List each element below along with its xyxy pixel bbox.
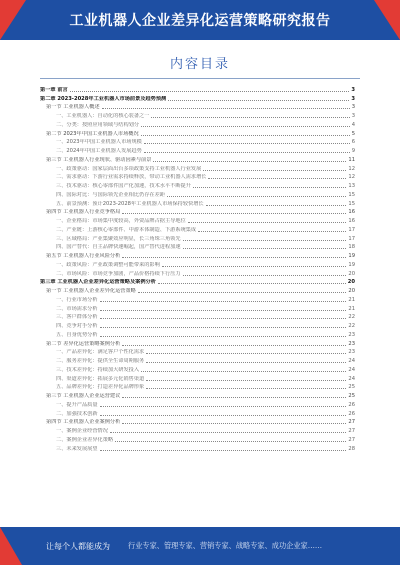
toc-dot-leader [100, 450, 347, 451]
toc-entry[interactable] [40, 443, 355, 452]
toc-entry-page-number: 26 [348, 410, 355, 417]
footer-slogan: 让每个人都能成为 [46, 542, 110, 551]
toc-entry-title: 一、2023年中国工业机器人市场规模 [56, 139, 142, 146]
toc-dot-leader [138, 292, 347, 293]
toc-dot-leader [122, 345, 346, 346]
toc-entry-title: 二、市场风险：市场竞争加剧，产品价格持续下行压力 [56, 270, 181, 277]
toc-dot-leader [122, 213, 346, 214]
toc-entry-page-number: 23 [348, 340, 355, 347]
toc-dot-leader [141, 371, 346, 372]
toc-entry-title: 第一章 前言 [40, 86, 68, 93]
toc-entry-title: 一、案例企业经营情况 [56, 428, 108, 434]
toc-entry-page-number: 21 [348, 305, 355, 312]
toc-entry-title: 二、分类：按照应用领域与结构划分 [56, 121, 140, 128]
toc-entry-title: 第三节 工业机器人企业运营建议 [46, 393, 121, 399]
footer-red-corner [0, 527, 22, 565]
toc-dot-leader [167, 196, 346, 197]
toc-entry-page-number: 20 [348, 270, 355, 277]
toc-entry-page-number: 17 [348, 226, 355, 233]
toc-entry-title: 三、技术驱动：核心零部件国产化加速，技术水平不断提升 [56, 183, 191, 189]
toc-entry[interactable] [40, 259, 355, 268]
toc-entry[interactable] [40, 373, 355, 382]
toc-dot-leader [193, 187, 347, 188]
toc-entry[interactable] [40, 277, 355, 286]
toc-entry-title: 三、区域格局：产业集聚效应明显，长三角珠三角领先 [56, 235, 181, 242]
toc-entry-page-number: 3 [351, 113, 355, 119]
toc-entry-page-number: 12 [348, 165, 355, 172]
toc-dot-leader [146, 353, 346, 354]
toc-entry-title: 一、企业格局：市场集中度较高，外资品牌占据主导地位 [56, 218, 186, 224]
toc-entry-page-number: 23 [348, 331, 355, 338]
toc-entry[interactable] [40, 145, 355, 154]
toc-entry[interactable] [40, 128, 355, 137]
toc-entry-page-number: 23 [348, 349, 355, 356]
toc-entry-title: 第五节 工业机器人行业风险分析 [46, 253, 121, 259]
toc-dot-leader [100, 406, 347, 407]
toc-entry[interactable] [40, 408, 355, 417]
toc-entry-title: 一、政策驱动：国家层面出台多项政策支持工业机器人行业发展 [56, 165, 202, 172]
toc-entry-page-number: 20 [347, 279, 355, 286]
toc-entry[interactable] [40, 382, 355, 391]
toc-dot-leader [146, 380, 346, 381]
toc-entry-page-number: 9 [351, 148, 355, 154]
toc-entry[interactable] [40, 137, 355, 146]
toc-entry[interactable] [40, 320, 355, 329]
toc-dot-leader [183, 275, 347, 276]
toc-entry-title: 一、产品差异化：满足客户个性化需求 [56, 349, 145, 356]
toc-dot-leader [168, 100, 349, 101]
toc-dot-leader [115, 441, 346, 442]
toc-entry-page-number: 3 [351, 86, 355, 93]
report-title: 工业机器人企业差异化运营策略研究报告 [69, 13, 331, 29]
toc-entry[interactable] [40, 84, 355, 93]
toc-entry-page-number: 25 [348, 393, 355, 399]
toc-entry-page-number: 3 [351, 104, 355, 111]
toc-entry-title: 二、2024年中国工业机器人发展趋势 [56, 148, 142, 154]
toc-entry[interactable] [40, 233, 355, 242]
toc-entry-page-number: 3 [351, 95, 355, 102]
toc-dot-leader [100, 318, 347, 319]
toc-entry[interactable] [40, 417, 355, 426]
toc-dot-leader [183, 248, 347, 249]
toc-entry[interactable] [40, 303, 355, 312]
toc-entry-page-number: 5 [351, 130, 355, 137]
toc-dot-leader [144, 143, 350, 144]
toc-entry-title: 二、产业链：上游核心零部件、中游本体制造、下游系统集成 [56, 226, 197, 233]
toc-entry[interactable] [40, 198, 355, 207]
toc-entry[interactable] [40, 163, 355, 172]
toc-entry-title: 一、提升产品质量 [56, 401, 98, 408]
toc-entry[interactable] [40, 285, 355, 294]
toc-dot-leader [100, 327, 347, 328]
toc-entry-title: 第三章 工业机器人企业差异化运营策略及案例分析 [40, 279, 156, 286]
toc-entry[interactable] [40, 390, 355, 399]
toc-dot-leader [100, 301, 347, 302]
toc-entry-page-number: 18 [348, 244, 355, 251]
toc-dot-leader [102, 108, 350, 109]
toc-entry-page-number: 24 [348, 375, 355, 382]
toc-entry[interactable] [40, 250, 355, 259]
toc-entry-page-number: 15 [348, 191, 355, 198]
toc-entry-title: 一、工业机器人：自动化的核心装备之一 [56, 113, 150, 119]
toc-entry-title: 第一节 工业机器人概述 [46, 104, 100, 111]
toc-heading-divider [40, 78, 360, 79]
toc-entry[interactable] [40, 102, 355, 111]
toc-dot-leader [122, 423, 346, 424]
toc-entry-page-number: 19 [348, 253, 355, 259]
toc-entry[interactable] [40, 399, 355, 408]
toc-entry[interactable] [40, 312, 355, 321]
toc-entry-title: 第四节 工业机器人企业案例分析 [46, 419, 121, 426]
toc-dot-leader [141, 126, 350, 127]
toc-entry-title: 第二章 2023-2028年工业机器人市场前景及趋势预测 [40, 95, 167, 102]
toc-entry[interactable] [40, 355, 355, 364]
toc-entry-page-number: 28 [348, 445, 355, 452]
toc-entry[interactable] [40, 154, 355, 163]
toc-entry-page-number: 12 [348, 174, 355, 181]
toc-entry-page-number: 27 [348, 436, 355, 443]
toc-dot-leader [151, 117, 349, 118]
toc-dot-leader [122, 397, 346, 398]
toc-entry-page-number: 22 [348, 314, 355, 321]
toc-entry[interactable] [40, 364, 355, 373]
toc-entry[interactable] [40, 119, 355, 128]
toc-dot-leader [122, 257, 346, 258]
toc-dot-leader [203, 170, 346, 171]
toc-entry-page-number: 21 [348, 296, 355, 303]
toc-entry-title: 五、品牌差异化：打造差异化品牌形象 [56, 384, 145, 391]
toc-entry-page-number: 4 [351, 121, 355, 128]
toc-entry[interactable] [40, 172, 355, 181]
toc-dot-leader [110, 432, 347, 433]
toc-entry-page-number: 27 [348, 419, 355, 426]
toc-heading: 内容目录 [169, 57, 230, 72]
toc-entry-page-number: 26 [348, 401, 355, 408]
toc-entry-title: 第四节 工业机器人行业竞争格局 [46, 209, 121, 216]
toc-dot-leader [188, 222, 347, 223]
toc-entry[interactable] [40, 180, 355, 189]
toc-entry-title: 二、服务差异化：提供全生命周期服务 [56, 358, 145, 364]
toc-entry[interactable] [40, 347, 355, 356]
toc-entry[interactable] [40, 207, 355, 216]
toc-entry-title: 三、技术差异化：持续加大研发投入 [56, 366, 140, 373]
toc-entry[interactable] [40, 242, 355, 251]
toc-entry-page-number: 17 [348, 235, 355, 242]
toc-entry-title: 四、国际对比：与国际领先企业相比仍存在差距 [56, 191, 165, 198]
toc-entry-page-number: 16 [348, 218, 355, 224]
toc-entry-page-number: 19 [348, 261, 355, 268]
toc-entry[interactable] [40, 224, 355, 233]
toc-entry-title: 一、政策风险：产业政策调整可能带来的影响 [56, 261, 160, 268]
toc-entry-title: 二、需求驱动：下游行业需求持续释放，带动工业机器人需求增长 [56, 174, 207, 181]
toc-entry-title: 二、案例企业差异化策略 [56, 436, 114, 443]
toc-dot-leader [100, 310, 347, 311]
report-header-banner [0, 0, 400, 40]
toc-entry-title: 第二节 差异化运营策略案例分析 [46, 340, 121, 347]
toc-entry[interactable] [40, 294, 355, 303]
toc-entry[interactable] [40, 110, 355, 119]
toc-dot-leader [158, 283, 346, 284]
toc-dot-leader [100, 415, 347, 416]
toc-entry-page-number: 13 [348, 183, 355, 189]
footer-expert-fields: 行业专家、管理专家、营销专家、战略专家、成功企业家…… [128, 541, 323, 550]
toc-dot-leader [206, 205, 347, 206]
toc-entry-page-number: 24 [348, 358, 355, 364]
toc-entry-page-number: 6 [351, 139, 355, 146]
toc-entry[interactable] [40, 434, 355, 443]
toc-entry-title: 四、国产替代：自主品牌快速崛起，国产替代进程加速 [56, 244, 181, 251]
toc-entry-title: 三、未来发展展望 [56, 445, 98, 452]
toc-dot-leader [146, 388, 346, 389]
toc-entry-page-number: 15 [348, 200, 355, 207]
toc-entry-title: 第二节 2023年中国工业机器人市场概况 [46, 130, 139, 137]
toc-entry[interactable] [40, 189, 355, 198]
toc-entry-title: 第一节 工业机器人企业差异化运营策略 [46, 288, 136, 294]
report-footer-banner [0, 527, 400, 565]
toc-entry-title: 一、行业市场分析 [56, 296, 98, 303]
toc-dot-leader [153, 161, 346, 162]
toc-entry-page-number: 27 [348, 428, 355, 434]
toc-entry-page-number: 25 [348, 384, 355, 391]
toc-entry-title: 二、加强技术创新 [56, 410, 98, 417]
toc-entry-page-number: 11 [348, 156, 355, 163]
toc-dot-leader [70, 91, 350, 92]
toc-entry-title: 三、客户群体分析 [56, 314, 98, 321]
toc-dot-leader [208, 178, 346, 179]
toc-dot-leader [146, 362, 346, 363]
toc-entry-page-number: 24 [348, 366, 355, 373]
toc-dot-leader [162, 266, 347, 267]
toc-dot-leader [141, 135, 350, 136]
toc-entry-page-number: 16 [348, 209, 355, 216]
toc-entry[interactable] [40, 329, 355, 338]
toc-dot-leader [183, 240, 347, 241]
toc-entry-title: 二、市场需求分析 [56, 305, 98, 312]
toc-dot-leader [144, 152, 350, 153]
toc-entry-title: 四、渠道差异化：拓展多元化销售渠道 [56, 375, 145, 382]
toc-entry-title: 五、前景预测：预计2023-2028年工业机器人市场保持较快增长 [56, 200, 204, 207]
toc-entry[interactable] [40, 338, 355, 347]
toc-entry[interactable] [40, 215, 355, 224]
toc-entry-title: 四、竞争对手分析 [56, 323, 98, 329]
table-of-contents [40, 84, 355, 452]
toc-dot-leader [198, 231, 346, 232]
toc-entry[interactable] [40, 93, 355, 102]
toc-dot-leader [100, 336, 347, 337]
toc-entry-title: 五、自身优势分析 [56, 331, 98, 338]
toc-entry-page-number: 22 [348, 323, 355, 329]
toc-entry[interactable] [40, 268, 355, 277]
toc-entry-page-number: 20 [348, 288, 355, 294]
toc-entry-title: 第三节 工业机器人行业现状、驱动因素与前景 [46, 156, 152, 163]
toc-entry[interactable] [40, 425, 355, 434]
